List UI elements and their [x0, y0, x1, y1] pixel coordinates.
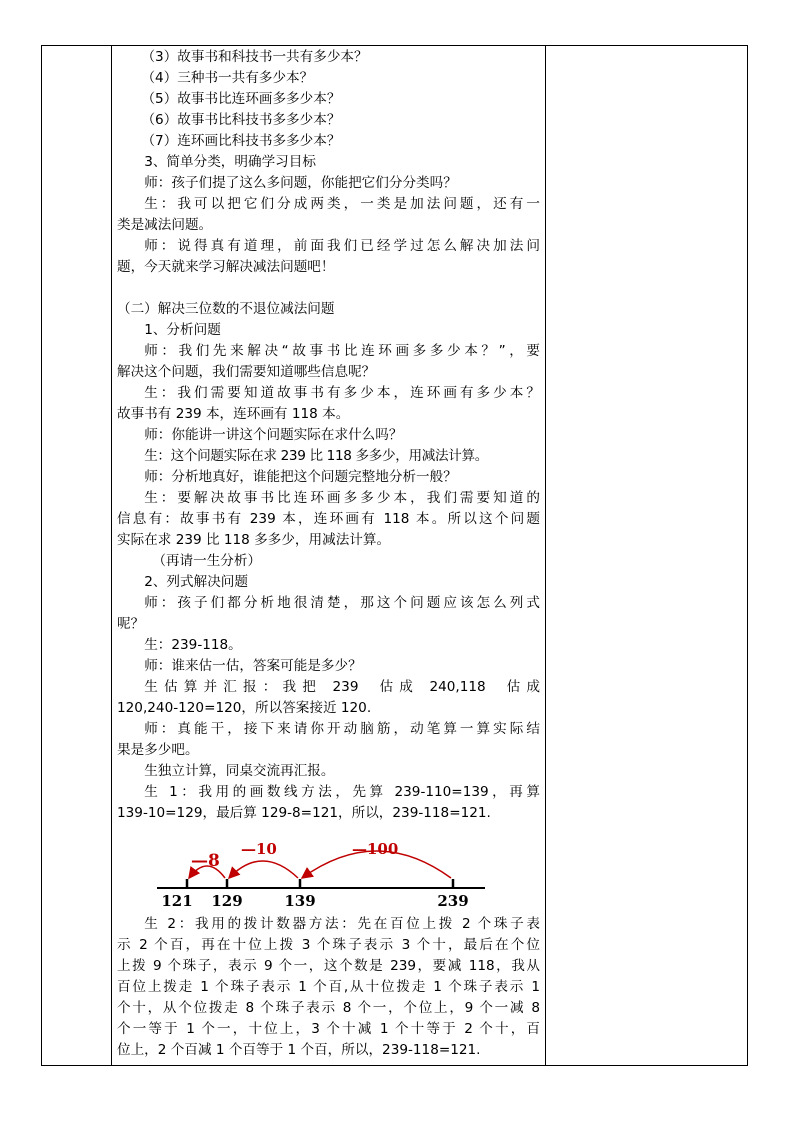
student-line: 个十，从个位拨走 8 个珠子表示 8 个一，个位上，9 个一减 8: [117, 1000, 540, 1016]
student-line: 139-10=129，最后算 129-8=121，所以，239-118=121.: [117, 805, 491, 821]
number-line-diagram: [117, 824, 540, 914]
subsection-1-heading: 1、分析问题: [144, 322, 221, 338]
student-line: 生：要解决故事书比连环画多多少本，我们需要知道的: [144, 490, 540, 506]
teacher-line: 师：孩子们提了这么多问题，你能把它们分分类吗？: [144, 175, 457, 191]
student-line: 生 2：我用的拨计数器方法：先在百位上拨 2 个珠子表: [144, 916, 540, 932]
teacher-line: 师：分析地真好，谁能把这个问题完整地分析一般？: [144, 469, 457, 485]
teacher-line: 呢？: [117, 616, 145, 632]
teacher-line: 解决这个问题，我们需要知道哪些信息呢？: [117, 364, 376, 380]
question-5: （5）故事书比连环画多多少本？: [141, 91, 341, 107]
student-line: 120,240-120=120，所以答案接近 120.: [117, 700, 372, 716]
tick-label: 239: [437, 892, 469, 910]
tick-label: 129: [211, 892, 243, 910]
student-line: 实际在求 239 比 118 多多少，用减法计算。: [117, 532, 391, 548]
jump-arc-10: [229, 861, 298, 878]
teacher-line: 师：我们先来解决“故事书比连环画多多少本？”，要: [144, 343, 540, 359]
question-4: （4）三种书一共有多少本？: [141, 70, 314, 86]
student-line: 示 2 个百，再在十位上拨 3 个珠子表示 3 个十，最后在个位: [117, 937, 540, 953]
section-3-heading: 3、简单分类，明确学习目标: [144, 154, 316, 170]
column-divider-right: [545, 45, 546, 1066]
jump-label: —8: [191, 851, 220, 871]
student-line: 上拨 9 个珠子，表示 9 个一，这个数是 239，要减 118，我从: [117, 958, 540, 974]
student-line: 生 1：我用的画数线方法，先算 239-110=139，再算: [144, 784, 540, 800]
teacher-line: 师：孩子们都分析地很清楚，那这个问题应该怎么列式: [144, 595, 540, 611]
teacher-line: 题，今天就来学习解决减法问题吧！: [117, 259, 335, 275]
student-line: 信息有：故事书有 239 本，连环画有 118 本。所以这个问题: [117, 511, 540, 527]
stage-note: （再请一生分析）: [152, 553, 262, 569]
student-line: 生：这个问题实际在求 239 比 118 多多少，用减法计算。: [144, 448, 488, 464]
part-2-heading: （二）解决三位数的不退位减法问题: [117, 301, 335, 317]
student-line: 生估算并汇报：我把 239 估成 240,118 估成: [144, 679, 540, 695]
teacher-line: 师：说得真有道理，前面我们已经学过怎么解决加法问: [144, 238, 540, 254]
student-line: 百位上拨走 1 个珠子表示 1 个百,从十位拨走 1 个珠子表示 1: [117, 979, 540, 995]
student-line: 生：我可以把它们分成两类，一类是加法问题，还有一: [144, 196, 540, 212]
column-divider-left: [111, 45, 112, 1066]
question-3: （3）故事书和科技书一共有多少本？: [141, 49, 368, 65]
teacher-line: 师：谁来估一估，答案可能是多少？: [144, 658, 362, 674]
teacher-line: 师：真能干，接下来请你开动脑筋，动笔算一算实际结: [144, 721, 540, 737]
student-line: 故事书有 239 本，连环画有 118 本。: [117, 406, 350, 422]
lesson-content: [117, 47, 540, 1061]
teacher-line: 果是多少吧。: [117, 742, 199, 758]
jump-label: —100: [352, 840, 399, 858]
blank-line: [117, 278, 540, 299]
number-line-svg: [117, 824, 540, 914]
student-line: 个一等于 1 个一，十位上，3 个十减 1 个十等于 2 个十，百: [117, 1021, 540, 1037]
teacher-line: 师：你能讲一讲这个问题实际在求什么吗？: [144, 427, 403, 443]
student-line: 类是减法问题。: [117, 217, 213, 233]
tick-label: 139: [284, 892, 316, 910]
question-7: （7）连环画比科技书多多少本？: [141, 133, 341, 149]
student-line: 生独立计算，同桌交流再汇报。: [144, 763, 335, 779]
student-line: 生：我们需要知道故事书有多少本，连环画有多少本？: [144, 385, 540, 401]
jump-label: —10: [241, 840, 277, 858]
student-line: 位上，2 个百减 1 个百等于 1 个百，所以，239-118=121.: [117, 1042, 481, 1058]
tick-label: 121: [161, 892, 193, 910]
subsection-2-heading: 2、列式解决问题: [144, 574, 248, 590]
question-6: （6）故事书比科技书多多少本？: [141, 112, 341, 128]
student-line: 生：239-118。: [144, 637, 242, 653]
